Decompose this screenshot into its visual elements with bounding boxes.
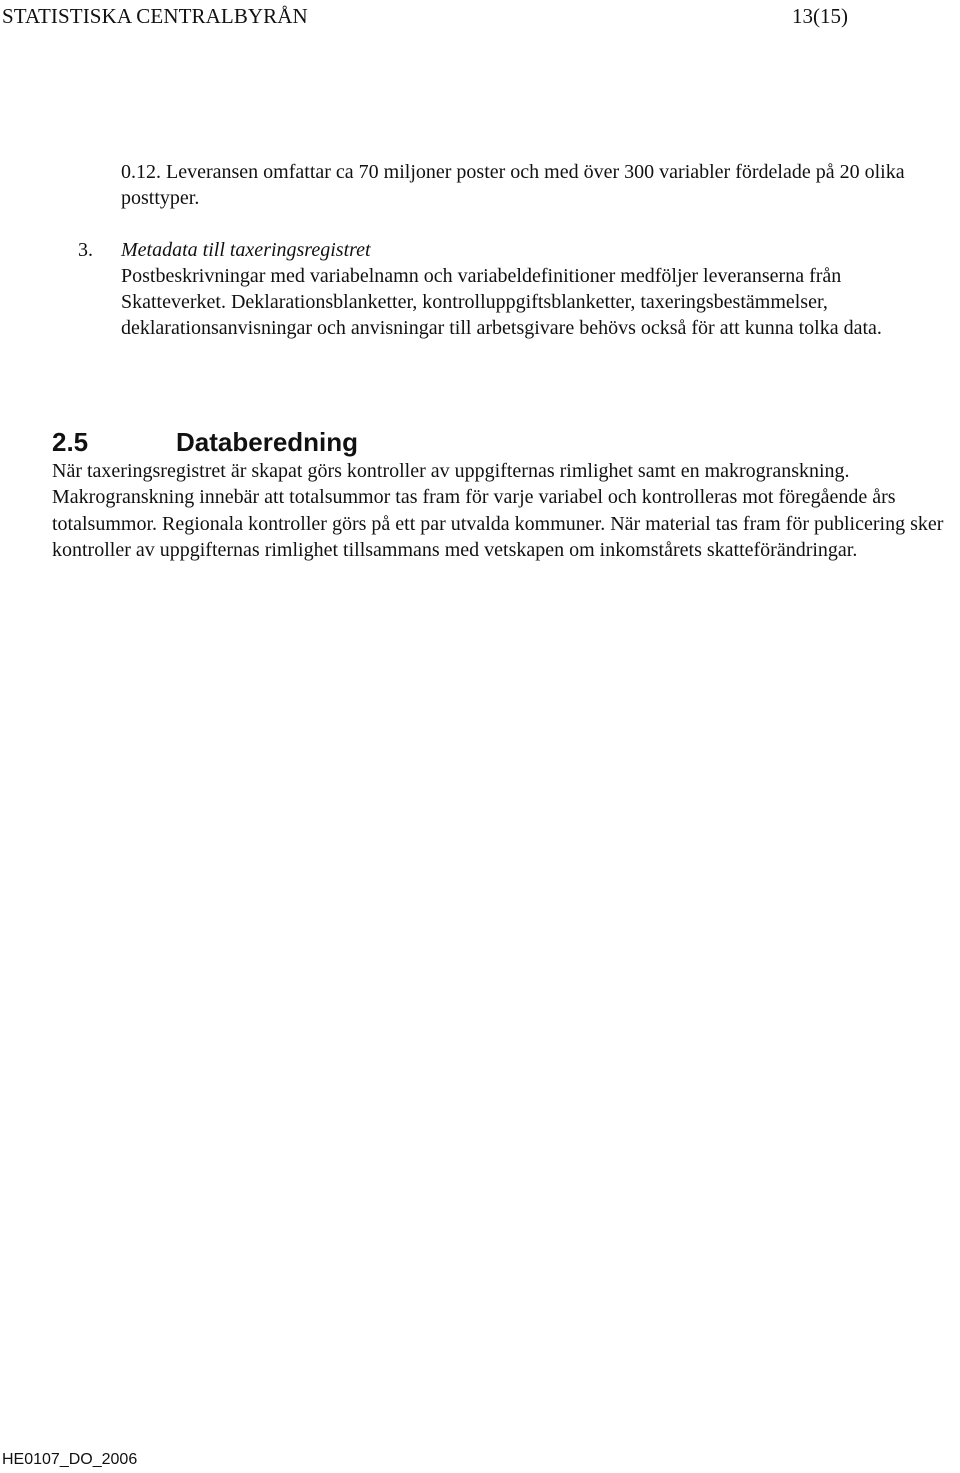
page-number: 13(15) (792, 4, 848, 28)
list-item-metadata (78, 237, 958, 377)
list-item-title: Metadata till taxeringsregistret (121, 239, 371, 261)
section-number: 2.5 (52, 426, 89, 457)
section-title: Databeredning (176, 426, 359, 457)
intro-paragraph: 0.12. Leveransen omfattar ca 70 miljoner poster och med över 300 variabler fördelade på 20 olika posttyper. (121, 161, 905, 209)
list-item-body: Postbeskrivningar med variabelnamn och variabeldefinitioner medföljer leveranserna från Skatteverket. Deklarationsblanketter, kontrolluppgiftsblanketter, taxeringsbestämmelser, deklarationsanvisningar och anvisningar till arbetsgivare behövs också för att kunna tolka data. (121, 265, 882, 339)
section-heading (52, 424, 912, 460)
list-item-number: 3. (78, 239, 93, 261)
document-code: HE0107_DO_2006 (2, 1451, 138, 1468)
page-header (0, 0, 960, 40)
organization-name: STATISTISKA CENTRALBYRÅN (2, 4, 308, 28)
section-body-paragraph: När taxeringsregistret är skapat görs kontroller av uppgifternas rimlighet samt en makrogranskning. Makrogranskning innebär att totalsummor tas fram för varje variabel och kontrolleras mot föregående års totalsummor. Regionala kontroller görs på ett par utvalda kommuner. När material tas fram för publicering sker kontroller av uppgifternas rimlighet tillsammans med vetskapen om inkomstårets skatteförändringar. (52, 460, 944, 562)
